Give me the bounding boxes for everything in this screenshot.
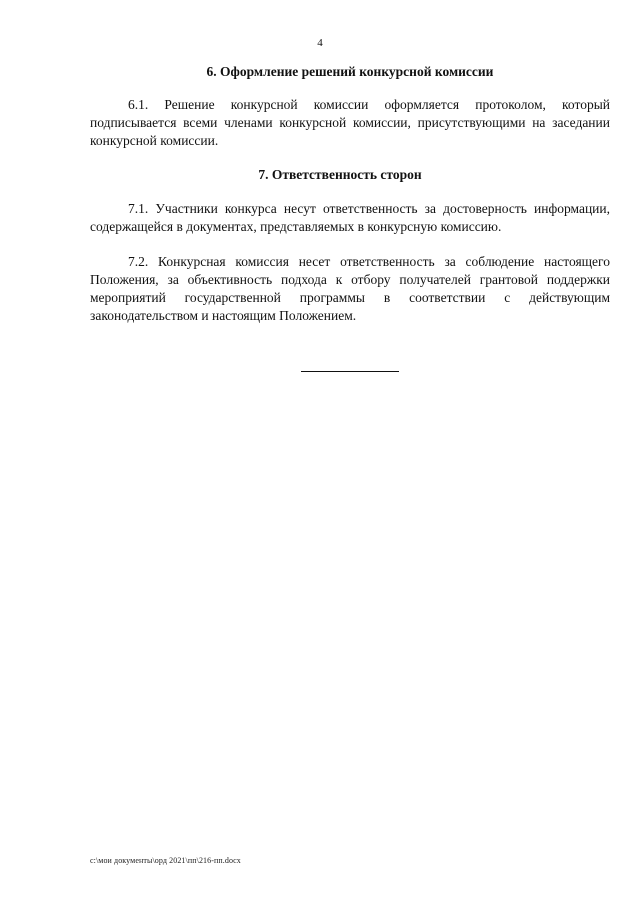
paragraph-7-1: 7.1. Участники конкурса несут ответственность за достоверность информации, содержащейся в документах, представляемых в конкурсную комиссию. <box>90 201 610 234</box>
paragraph-7-2: 7.2. Конкурсная комиссия несет ответственность за соблюдение настоящего Положения, за объективность подхода к отбору получателей грантовой поддержки мероприятий государственной программы в соответствии с действующим законодательством и настоящим Положением. <box>90 254 610 323</box>
section-7-heading: 7. Ответственность сторон <box>258 167 422 182</box>
paragraph-6-1: 6.1. Решение конкурсной комиссии оформляется протоколом, который подписывается всеми членами конкурсной комиссии, присутствующими на заседании конкурсной комиссии. <box>90 97 610 148</box>
section-6-heading: 6. Оформление решений конкурсной комиссии <box>206 64 494 79</box>
end-divider-line <box>301 371 399 372</box>
page-number: 4 <box>317 37 323 49</box>
footer-file-path: c:\мои документы\орд 2021\пп\216-пп.docx <box>90 856 241 865</box>
